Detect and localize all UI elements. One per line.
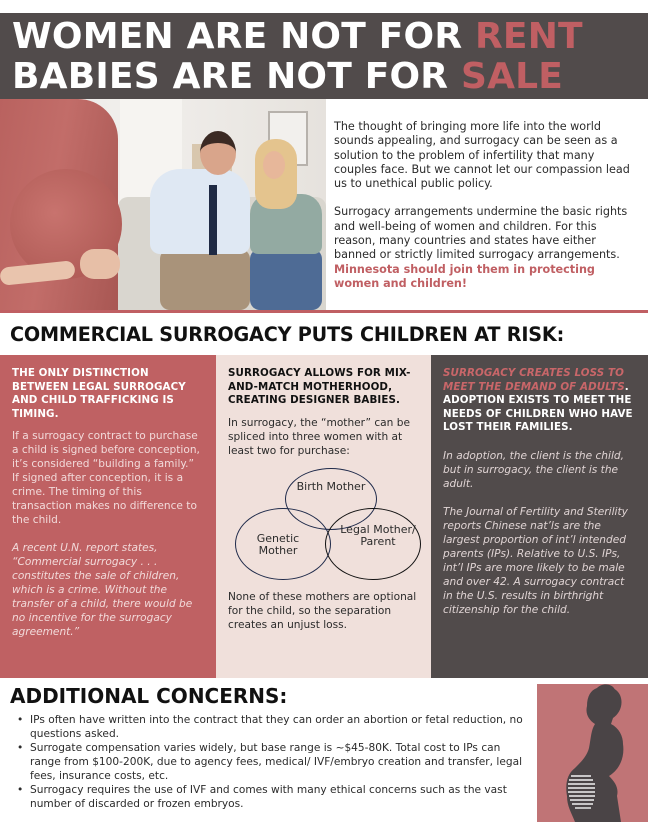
column-heading: SURROGACY ALLOWS FOR MIX-AND-MATCH MOTHERHOOD, CREATING DESIGNER BABIES. <box>228 367 411 406</box>
photo-man-shirt <box>150 169 250 254</box>
venn-label-genetic: Genetic Mother <box>256 531 300 557</box>
column-heading-rest: . ADOPTION EXISTS TO MEET THE NEEDS OF CHILDREN WHO HAVE LOST THEIR FAMILIES. <box>443 380 633 433</box>
hero-photo <box>0 99 326 310</box>
risk-columns <box>0 355 648 678</box>
concerns-list <box>14 713 524 811</box>
intro-paragraph-2 <box>334 205 634 291</box>
column-heading <box>443 367 636 435</box>
intro-call-to-action: Minnesota should join them in protecting women and children! <box>334 262 595 290</box>
column-timing <box>0 355 216 678</box>
concerns-title: ADDITIONAL CONCERNS: <box>10 684 288 708</box>
photo-woman-legs <box>250 249 322 310</box>
column-motherhood <box>216 355 431 678</box>
title-line-2-accent: SALE <box>460 56 564 97</box>
intro-paragraph-2-text: Surrogacy arrangements undermine the basic rights and well-being of women and children. For this reason, many countries and states have either banned or strictly limited surrogacy arrangements. <box>334 205 628 262</box>
venn-label-birth: Birth Mother <box>296 479 366 493</box>
column-body: In surrogacy, the “mother” can be spliced into three women with at least two for purchase: <box>228 416 410 457</box>
list-item: • IPs often have written into the contract that they can order an abortion or fetal reduction, no questions asked. <box>14 713 524 741</box>
list-item: • Surrogacy requires the use of IVF and comes with many ethical concerns such as the vast number of discarded or frozen embryos. <box>14 783 524 811</box>
silhouette-icon <box>537 684 648 822</box>
venn-label-legal: Legal Mother/ Parent <box>340 522 416 548</box>
accent-divider <box>0 310 648 313</box>
title-line-1-main: WOMEN ARE NOT FOR <box>12 16 475 57</box>
column-adoption <box>431 355 648 678</box>
column-heading-highlight: SURROGACY CREATES LOSS TO MEET THE DEMAND OF ADULTS <box>443 367 625 393</box>
photo-tie <box>209 185 217 255</box>
photo-man-legs <box>160 249 250 310</box>
photo-man-head <box>200 131 236 175</box>
title-line-1-accent: RENT <box>474 16 583 57</box>
un-quote: A recent U.N. report states, “Commercial surrogacy . . . constitutes the sale of children, which is a crime. Without the transfer of a child, there would be no incentive for the surrogacy agreement.” <box>12 542 193 638</box>
title-line-2 <box>12 57 648 97</box>
list-item: • Surrogate compensation varies widely, but base range is ~$45-80K. Total cost to IPs can range from $100-200K, due to agency fees, medical/ IVF/embryo creation and transfer, legal fees, insurance costs, etc. <box>14 741 524 783</box>
column-heading: THE ONLY DISTINCTION BETWEEN LEGAL SURROGACY AND CHILD TRAFFICKING IS TIMING. <box>12 367 186 420</box>
title-line-2-main: BABIES ARE NOT FOR <box>12 56 461 97</box>
journal-citation: The Journal of Fertility and Sterility reports Chinese nat’ls are the largest proportion of int’l intended parents (IPs). Relative to U.S. IPs, int’l IPs are more likely to be male and over 42. A surrogacy contract in the U.S. results in birthright citizenship for the child. <box>443 505 628 616</box>
photo-hand <box>80 249 120 279</box>
intro-text <box>334 120 634 291</box>
column-body: In adoption, the client is the child, but in surrogacy, the client is the adult. <box>443 449 624 490</box>
intro-paragraph-1: The thought of bringing more life into the world sounds appealing, and surrogacy can be seen as a solution to the problem of infertility that many couples face. But we cannot let our compassion lead us to unethical public policy. <box>334 120 630 191</box>
pregnant-silhouette-image <box>537 684 648 822</box>
title-line-1 <box>12 17 648 57</box>
section-title: COMMERCIAL SURROGACY PUTS CHILDREN AT RISK: <box>10 323 565 346</box>
title-banner <box>0 13 648 99</box>
venn-diagram <box>230 468 430 580</box>
column-body-after: None of these mothers are optional for the child, so the separation creates an unjust loss. <box>228 590 417 631</box>
photo-woman-face <box>263 151 285 179</box>
column-body: If a surrogacy contract to purchase a child is signed before conception, it’s considered “building a family.” If signed after conception, it is a crime. The timing of this transaction makes no difference to the child. <box>12 430 200 526</box>
